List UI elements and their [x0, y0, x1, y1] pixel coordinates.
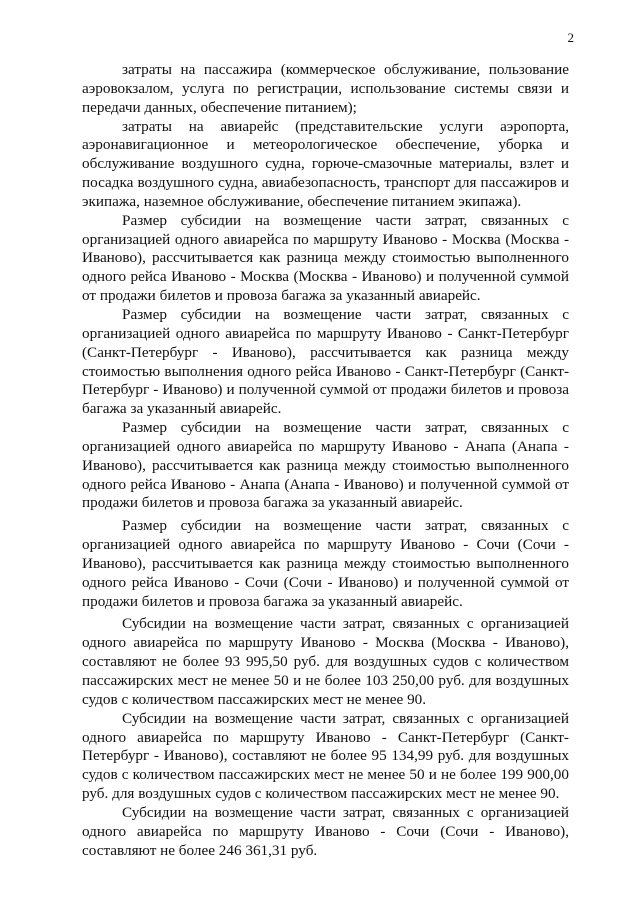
paragraph-subsidy-sochi: Размер субсидии на возмещение части затрат, связанных с организацией одного авиарейса по маршруту Иваново - Сочи (Сочи - Иваново), рассчитывается как разница между стоимостью выполненного одного рейса Иваново - Сочи (Сочи - Иваново) и полученной суммой от продажи билетов и провоза багажа за указанный авиарейс. [82, 517, 569, 610]
paragraph-passenger-costs: затраты на пассажира (коммерческое обслуживание, пользование аэровокзалом, услуга по регистрации, использование системы связи и передачи данных, обеспечение питанием); [82, 61, 569, 116]
paragraph-limit-spb: Субсидии на возмещение части затрат, связанных с организацией одного авиарейса по маршруту Иваново - Санкт-Петербург (Санкт-Петербург - Иваново), составляют не более 95 134,99 руб. для воздушных судов с количеством пассажирских мест не менее 50 и не более 199 900,00 руб. для воздушных судов с количеством пассажирских мест не менее 90. [82, 709, 569, 803]
document-body [82, 61, 569, 860]
page-number: 2 [567, 30, 574, 45]
paragraph-subsidy-anapa: Размер субсидии на возмещение части затрат, связанных с организацией одного авиарейса по маршруту Иваново - Анапа (Анапа - Иваново), рассчитывается как разница между стоимостью выполненного одного рейса Иваново - Анапа (Анапа - Иваново) и полученной суммой от продажи билетов и провоза багажа за указанный авиарейс. [82, 419, 569, 512]
paragraph-subsidy-spb: Размер субсидии на возмещение части затрат, связанных с организацией одного авиарейса по маршруту Иваново - Санкт-Петербург (Санкт-Петербург - Иваново), рассчитывается как разница между стоимостью выполнения одного рейса Иваново - Санкт-Петербург (Санкт-Петербург - Иваново) и полученной суммой от продажи билетов и провоза багажа за указанный авиарейс. [82, 305, 569, 418]
paragraph-limit-moscow: Субсидии на возмещение части затрат, связанных с организацией одного авиарейса по маршруту Иваново - Москва (Москва - Иваново), составляют не более 93 995,50 руб. для воздушных судов с количеством пассажирских мест не менее 50 и не более 103 250,00 руб. для воздушных судов с количеством пассажирских мест не менее 90. [82, 615, 569, 708]
paragraph-flight-costs: затраты на авиарейс (представительские услуги аэропорта, аэронавигационное и метеорологическое обеспечение, уборка и обслуживание воздушного судна, горюче-смазочные материалы, взлет и посадка воздушного судна, авиабезопасность, транспорт для пассажиров и экипажа, наземное обслуживание, обеспечение питанием экипажа). [82, 117, 569, 210]
paragraph-limit-sochi: Субсидии на возмещение части затрат, связанных с организацией одного авиарейса по маршруту Иваново - Сочи (Сочи - Иваново), составляют не более 246 361,31 руб. [82, 803, 569, 859]
paragraph-subsidy-moscow: Размер субсидии на возмещение части затрат, связанных с организацией одного авиарейса по маршруту Иваново - Москва (Москва - Иваново), рассчитывается как разница между стоимостью выполненного одного рейса Иваново - Москва (Москва - Иваново) и полученной суммой от продажи билетов и провоза багажа за указанный авиарейс. [82, 211, 569, 305]
